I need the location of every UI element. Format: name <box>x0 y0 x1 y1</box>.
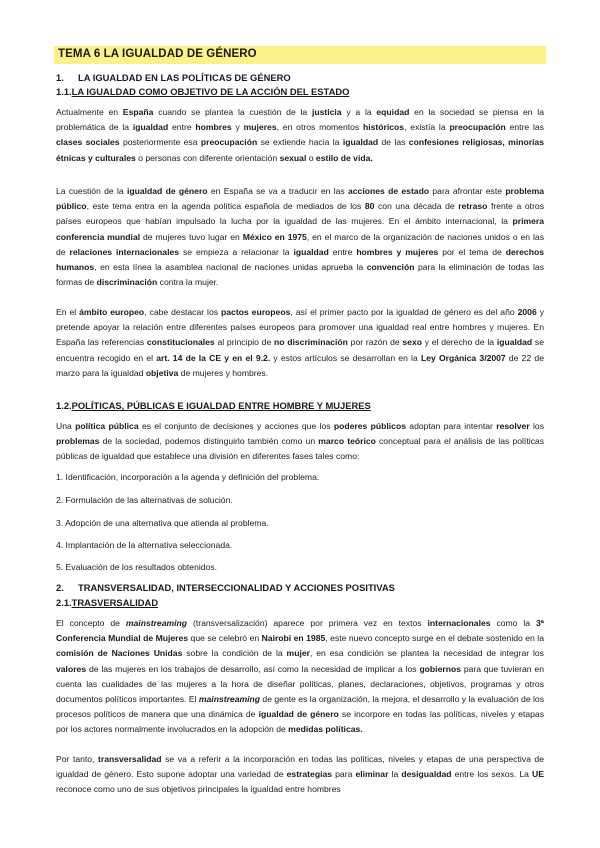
paragraph-6 <box>56 752 544 798</box>
text-run: sobre la condición de la <box>182 648 287 659</box>
text-run: de la sociedad, podemos distinguirlo también como un <box>99 436 319 447</box>
bold-text-run: problema público <box>56 186 544 212</box>
section-heading-1-1 <box>56 86 349 97</box>
list-item: 2. Formulación de las alternativas de solución. <box>56 495 233 505</box>
bold-text-run: desigualdad <box>401 769 452 780</box>
text-run: por razón de <box>347 337 403 348</box>
text-run: en la sociedad se piensa en la problemática de la <box>56 107 544 133</box>
bold-text-run: 80 <box>364 201 375 212</box>
bold-text-run: retraso <box>458 201 488 212</box>
bold-text-run: gobiernos <box>419 663 461 674</box>
bold-text-run: política pública <box>75 421 139 431</box>
text-run: , este nuevo concepto surge en el debate sostenido en la <box>325 633 544 644</box>
text-run: se encuentra recogido en el <box>56 337 544 363</box>
text-run: Una <box>56 421 76 431</box>
text-run: frente a otros países europeos que habían impulsado la lucha por la igualdad de las mujeres. En el ámbito internacional, la <box>56 201 545 227</box>
bold-text-run: preocupación <box>449 122 506 133</box>
text-run: conceptual para el análisis de las políticas públicas de igualdad que establece una división en diferentes fases tales como: <box>56 436 544 462</box>
text-run: se incorpore en todas las políticas, niveles y etapas por los actores normalmente involucrados en la adopción de <box>56 709 544 735</box>
list-item: 5. Evaluación de los resultados obtenidos. <box>56 562 217 572</box>
text-run: entre <box>168 122 196 133</box>
text-run: y estos artículos se desarrollan en la <box>270 352 421 363</box>
bold-text-run: confesiones religiosas, minorías étnicas y culturales <box>56 137 544 163</box>
text-run: (transversalización) aparece por primera vez en textos <box>187 618 428 628</box>
bold-text-run: art. 14 de la CE y en el 9.2. <box>156 352 271 363</box>
text-run: , este tema entra en la agenda política española de mediados de los <box>86 201 365 212</box>
bold-text-run: hombres <box>195 122 232 133</box>
section-label: TRANSVERSALIDAD, INTERSECCIONALIDAD Y ACCIONES POSITIVAS <box>78 582 395 593</box>
bold-text-run: no discriminación <box>274 337 348 348</box>
bold-text-run: sexual <box>279 152 307 163</box>
text-run: El concepto de <box>56 618 126 628</box>
bold-text-run: Ley Orgánica 3/2007 <box>420 352 506 363</box>
text-run: de mujeres tuvo lugar en <box>140 231 243 242</box>
section-number: 1. <box>56 72 64 83</box>
text-run: entre las <box>505 122 544 133</box>
text-run: al principio de <box>214 337 274 348</box>
bold-text-run: igualdad de género <box>126 186 208 196</box>
text-run: contra la mujer. <box>157 277 219 288</box>
text-run: o <box>306 152 316 163</box>
text-run: de gente es la organización, la mejora, el desarrollo y la evaluación de los procesos políticos de manera que una dinámica de <box>56 694 544 720</box>
paragraph-3 <box>56 305 544 381</box>
section-number: 2. <box>56 582 64 593</box>
text-run: para afrontar este <box>429 186 506 196</box>
bold-text-run: históricos <box>363 122 405 133</box>
bold-text-run: 3ª Conferencia Mundial de Mujeres <box>56 618 544 644</box>
paragraph-2 <box>56 184 544 290</box>
bold-text-run: 2006 <box>517 307 537 317</box>
text-run: de 22 de marzo para la igualdad <box>56 352 544 378</box>
section-label: POLÍTICAS, PÚBLICAS E IGUALDAD ENTRE HOMBRE Y MUJERES <box>71 400 371 411</box>
text-run: y el derecho de la <box>422 337 497 348</box>
bold-text-run: igualdad <box>293 246 329 257</box>
text-run: , en esta línea la asamblea nacional de naciones unidas aprueba la <box>94 262 367 273</box>
bold-text-run: Nairobi en 1985 <box>261 633 326 644</box>
bold-text-run: derechos humanos <box>56 246 544 273</box>
bold-text-run: España <box>122 107 154 117</box>
bold-text-run: acciones de estado <box>348 186 430 196</box>
bold-text-run: pactos europeos <box>221 307 291 317</box>
list-item: 4. Implantación de la alternativa seleccionada. <box>56 540 233 550</box>
text-run: con una década de <box>374 201 459 212</box>
section-number: 1.2. <box>56 400 72 411</box>
section-label: LA IGUALDAD COMO OBJETIVO DE LA ACCIÓN DEL ESTADO <box>71 86 350 97</box>
section-number: 1.1. <box>56 86 72 97</box>
text-run: para <box>332 769 356 780</box>
bold-text-run: eliminar <box>355 769 389 780</box>
text-run: , cabe destacar los <box>144 307 222 317</box>
bold-text-run: valores <box>56 663 87 674</box>
bold-text-run: poderes públicos <box>333 421 406 431</box>
bold-text-run: resolver <box>496 421 530 431</box>
text-run: de mujeres y hombres. <box>178 367 269 378</box>
text-run: , existía la <box>404 122 450 133</box>
bold-text-run: objetiva <box>145 367 179 378</box>
paragraph-4 <box>56 419 544 465</box>
text-run: en España se va a traducir en las <box>207 186 348 196</box>
text-run: y pretende apoyar la relación entre diferentes países europeos para promover una igualdad real entre hombres y mujeres. En España las referencias <box>56 307 544 348</box>
section-heading-2-1 <box>56 597 158 608</box>
list-item: 3. Adopción de una alternativa que atienda al problema. <box>56 518 269 528</box>
text-run: entre los sexos. La <box>451 769 533 780</box>
text-run: o personas con diferente orientación <box>135 152 280 163</box>
bold-text-run: igualdad <box>496 337 533 348</box>
text-run: de las mujeres en los trabajos de desarrollo, así como la necesidad de implicar a los <box>86 663 420 674</box>
text-run: En el <box>56 307 80 317</box>
bold-text-run: preocupación <box>200 137 258 148</box>
text-run: se extiende hacia la <box>257 137 343 148</box>
bold-text-run: clases sociales <box>56 137 120 148</box>
text-run: los <box>529 421 544 431</box>
bold-text-run: convención <box>366 262 415 273</box>
bold-text-run: ámbito europeo <box>79 307 145 317</box>
list-item: 1. Identificación, incorporación a la agenda y definición del problema. <box>56 472 320 482</box>
bold-text-run: mujer <box>286 648 310 659</box>
section-heading-1-2 <box>56 400 371 411</box>
title-highlight <box>54 46 546 64</box>
paragraph-1 <box>56 105 544 166</box>
text-run: reconoce como uno de sus objetivos principales la igualdad entre hombres <box>56 784 341 795</box>
bold-text-run: igualdad de género <box>258 709 339 720</box>
text-run: es el conjunto de decisiones y acciones que los <box>138 421 334 431</box>
bold-text-run: mainstreaming <box>125 618 188 628</box>
bold-text-run: problemas <box>56 436 100 447</box>
text-run: como la <box>490 618 537 628</box>
section-label: LA IGUALDAD EN LAS POLÍTICAS DE GÉNERO <box>78 72 291 83</box>
text-run: Actualmente en <box>56 107 123 117</box>
text-run: que se celebró en <box>188 633 262 644</box>
bold-text-run: estilo de vida. <box>315 152 373 163</box>
text-run: para la eliminación de todas las formas de <box>56 262 544 288</box>
bold-text-run: relaciones internacionales <box>69 246 180 257</box>
text-run: adoptan para intentar <box>405 421 497 431</box>
section-label: TRASVERSALIDAD <box>71 597 159 608</box>
bold-text-run: estrategias <box>286 769 333 780</box>
text-run: y <box>231 122 244 133</box>
bold-text-run: marco teórico <box>318 436 376 447</box>
bold-text-run: igualdad <box>132 122 169 133</box>
text-run: entre <box>328 246 357 257</box>
text-run: La cuestión de la <box>56 186 127 196</box>
bold-text-run: justicia <box>311 107 342 117</box>
bold-text-run: discriminación <box>96 277 158 288</box>
bold-text-run: primera conferencia mundial <box>56 216 544 242</box>
text-run: , en el marco de la organización de naciones unidos o en las de <box>56 231 544 257</box>
bold-text-run: igualdad <box>342 137 379 148</box>
text-run: se va a referir a la incorporación en todas las políticas, niveles y etapas de una perspectiva de igualdad de género. Esto supone adoptar una variedad de <box>56 754 544 780</box>
bold-text-run: mainstreaming <box>198 694 261 705</box>
text-run: de las <box>378 137 409 148</box>
text-run: y a la <box>341 107 377 117</box>
bold-text-run: constitucionales <box>146 337 215 348</box>
section-heading-2 <box>56 582 395 593</box>
bold-text-run: medidas políticas. <box>288 724 363 735</box>
text-run: posteriormente esa <box>119 137 201 148</box>
bold-text-run: internacionales <box>427 618 491 628</box>
text-run: por el tema de <box>438 246 506 257</box>
bold-text-run: México en 1975 <box>242 231 307 242</box>
text-run: para que tuvieran en cuenta las cualidades de las mujeres a la hora de diseñar políticas, planes, declaraciones, objetivos, programas y otros documentos políticos importantes. El <box>56 663 544 705</box>
text-run: , así el primer pacto por la igualdad de género es del año <box>290 307 518 317</box>
text-run: cuando se plantea la cuestión de la <box>153 107 312 117</box>
section-number: 2.1. <box>56 597 72 608</box>
paragraph-5 <box>56 616 544 738</box>
bold-text-run: comisión de Naciones Unidas <box>56 648 183 659</box>
text-run: la <box>388 769 402 780</box>
bold-text-run: UE <box>532 769 544 780</box>
document-title: TEMA 6 LA IGUALDAD DE GÉNERO <box>58 48 257 60</box>
text-run: , en otros momentos <box>276 122 364 133</box>
bold-text-run: hombres y mujeres <box>356 246 439 257</box>
bold-text-run: equidad <box>376 107 410 117</box>
text-run: , en esa condición se plantea la necesidad de integrar los <box>309 648 544 659</box>
text-run: Por tanto, <box>56 754 99 764</box>
bold-text-run: sexo <box>402 337 422 348</box>
bold-text-run: transversalidad <box>98 754 162 764</box>
text-run: se empieza a relacionar la <box>179 246 294 257</box>
bold-text-run: mujeres <box>243 122 277 133</box>
section-heading-1 <box>56 72 291 83</box>
